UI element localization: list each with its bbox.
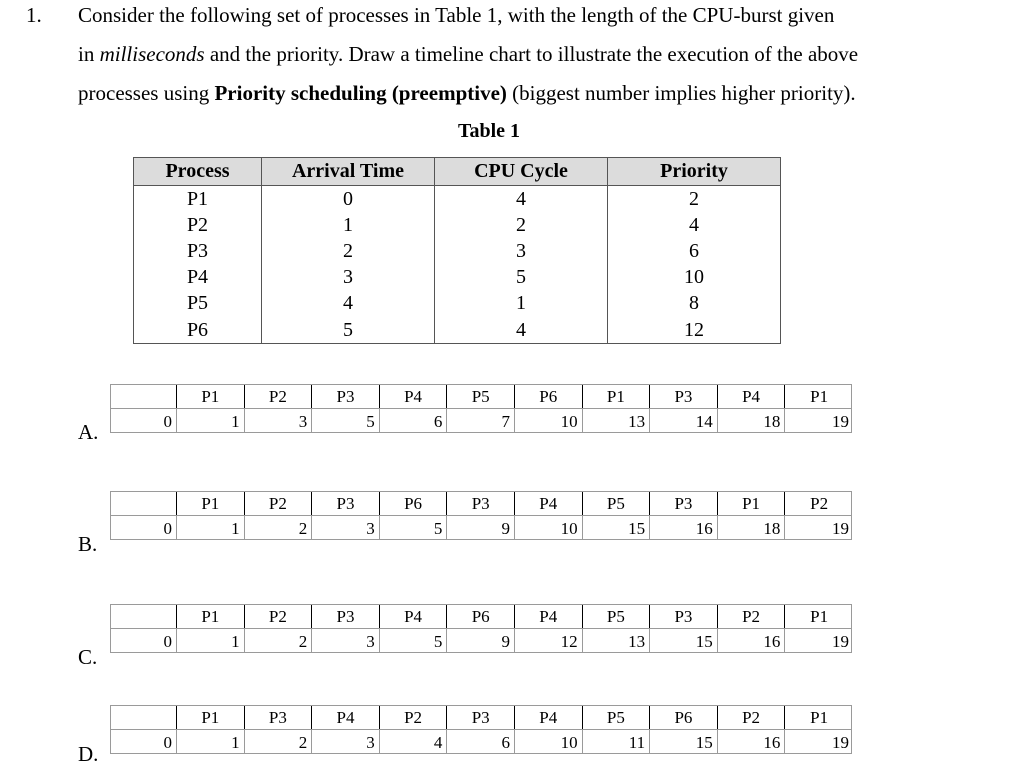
gantt-time-cell: 3 [312,629,380,652]
cell-arrival: 2 [262,238,435,264]
gantt-time-cell: 3 [245,409,313,432]
cell-arrival: 3 [262,264,435,290]
gantt-time-cell: 16 [718,629,786,652]
gantt-process-cell: P2 [245,492,313,515]
gantt-time-cell: 9 [447,516,515,539]
process-table [133,157,781,344]
cell-priority: 4 [608,212,781,238]
gantt-time-cell: 19 [831,733,849,752]
gantt-time-cell: 2 [245,730,313,753]
cell-arrival: 1 [262,212,435,238]
header-arrival-time: Arrival Time [262,158,435,186]
gantt-process-cell: P4 [312,706,380,729]
question-line-3 [78,81,856,106]
gantt-process-cell: P6 [380,492,448,515]
gantt-process-cell: P1 [177,706,245,729]
header-cpu-cycle: CPU Cycle [435,158,608,186]
gantt-time-cell: 19 [831,632,849,651]
gantt-time-cell: 18 [718,409,786,432]
gantt-time-cell: 14 [650,409,718,432]
table-header-row [134,158,781,186]
gantt-time-cell: 5 [380,629,448,652]
gantt-process-row [110,384,852,409]
gantt-start-time: 0 [111,730,177,753]
gantt-process-cell: P2 [718,605,786,628]
gantt-process-cell: P5 [447,385,515,408]
gantt-time-cell: 10 [515,409,583,432]
question-line-2 [78,42,858,67]
gantt-time-cell: 18 [718,516,786,539]
gantt-process-cell: P1 [177,492,245,515]
cell-priority: 6 [608,238,781,264]
gantt-process-cell: P1 [583,385,651,408]
gantt-process-cell: P5 [583,492,651,515]
option-label[interactable]: C. [78,645,98,669]
gantt-process-row [110,705,852,730]
cell-arrival: 0 [262,186,435,213]
gantt-time-cell: 15 [583,516,651,539]
gantt-process-cell: P4 [380,605,448,628]
gantt-start-time: 0 [111,629,177,652]
cell-cpu: 2 [435,212,608,238]
gantt-process-cell: P3 [650,492,718,515]
gantt-time-cell: 10 [515,516,583,539]
header-priority: Priority [608,158,781,186]
gantt-time-cell: 9 [447,629,515,652]
cell-priority: 8 [608,290,781,316]
gantt-time-cell: 13 [583,629,651,652]
gantt-blank-cell [111,706,177,729]
table-row [134,316,781,344]
gantt-process-cell: P2 [810,494,829,513]
gantt-process-cell: P3 [245,706,313,729]
gantt-process-cell: P6 [447,605,515,628]
gantt-time-cell: 15 [650,730,718,753]
gantt-time-cell: 5 [312,409,380,432]
gantt-time-cell: 16 [650,516,718,539]
table-row [134,290,781,316]
gantt-process-cell: P4 [515,492,583,515]
question-line-3-post: (biggest number implies higher priority). [506,81,856,105]
gantt-time-cell: 19 [831,519,849,538]
gantt-time-cell: 3 [312,730,380,753]
gantt-time-cell: 1 [177,730,245,753]
gantt-process-cell: P1 [177,385,245,408]
cell-process: P2 [134,212,262,238]
gantt-time-cell: 1 [177,516,245,539]
gantt-process-cell: P3 [312,385,380,408]
gantt-process-cell: P3 [650,385,718,408]
gantt-chart[interactable] [110,491,852,541]
gantt-process-cell: P4 [515,706,583,729]
gantt-process-cell: P6 [650,706,718,729]
algorithm-emphasis: Priority scheduling (preemptive) [214,81,507,105]
question-line-1: Consider the following set of processes in Table 1, with the length of the CPU-burst given [78,3,835,27]
gantt-time-cell: 1 [177,409,245,432]
cell-cpu: 5 [435,264,608,290]
gantt-time-cell: 10 [515,730,583,753]
gantt-process-cell: P1 [177,605,245,628]
cell-priority: 12 [608,316,781,344]
question-number: 1. [26,3,42,27]
option-label[interactable]: D. [78,742,99,766]
gantt-process-cell: P3 [447,706,515,729]
gantt-blank-cell [111,492,177,515]
question-line-2-pre: in [78,42,100,66]
gantt-process-cell: P1 [810,607,829,626]
gantt-process-cell: P3 [650,605,718,628]
gantt-time-row [110,515,852,540]
cell-arrival: 4 [262,290,435,316]
cell-cpu: 4 [435,186,608,213]
cell-process: P1 [134,186,262,213]
question-line-2-post: and the priority. Draw a timeline chart to illustrate the execution of the above [204,42,859,66]
gantt-process-row [110,604,852,629]
gantt-process-cell: P1 [810,387,829,406]
gantt-process-cell: P1 [718,492,786,515]
gantt-time-row [110,628,852,653]
gantt-time-cell: 4 [380,730,448,753]
gantt-time-cell: 15 [650,629,718,652]
gantt-chart[interactable] [110,705,852,755]
gantt-blank-cell [111,385,177,408]
table-row [134,264,781,290]
gantt-chart[interactable] [110,384,852,434]
gantt-process-cell: P3 [312,605,380,628]
cell-cpu: 4 [435,316,608,344]
gantt-time-cell: 11 [583,730,651,753]
table-caption: Table 1 [457,120,521,142]
cell-priority: 10 [608,264,781,290]
gantt-time-row [110,729,852,754]
cell-process: P3 [134,238,262,264]
gantt-process-cell: P3 [447,492,515,515]
gantt-process-cell: P2 [245,605,313,628]
cell-cpu: 1 [435,290,608,316]
gantt-time-cell: 19 [831,412,849,431]
gantt-time-cell: 2 [245,516,313,539]
gantt-process-cell: P4 [718,385,786,408]
gantt-blank-cell [111,605,177,628]
option-label[interactable]: B. [78,532,98,556]
gantt-time-row [110,408,852,433]
gantt-time-cell: 7 [447,409,515,432]
table-row [134,238,781,264]
gantt-process-cell: P5 [583,706,651,729]
gantt-process-cell: P4 [380,385,448,408]
gantt-time-cell: 12 [515,629,583,652]
cell-process: P6 [134,316,262,344]
gantt-chart[interactable] [110,604,852,654]
cell-process: P5 [134,290,262,316]
gantt-time-cell: 5 [380,516,448,539]
cell-priority: 2 [608,186,781,213]
gantt-time-cell: 6 [380,409,448,432]
cell-process: P4 [134,264,262,290]
cell-cpu: 3 [435,238,608,264]
gantt-time-cell: 13 [583,409,651,432]
gantt-process-cell: P2 [718,706,786,729]
gantt-process-cell: P5 [583,605,651,628]
gantt-time-cell: 1 [177,629,245,652]
gantt-time-cell: 2 [245,629,313,652]
gantt-start-time: 0 [111,409,177,432]
gantt-time-cell: 16 [718,730,786,753]
gantt-process-cell: P2 [245,385,313,408]
table-row [134,186,781,213]
table-row [134,212,781,238]
header-process: Process [134,158,262,186]
gantt-process-cell: P3 [312,492,380,515]
gantt-start-time: 0 [111,516,177,539]
unit-emphasis: milliseconds [99,42,205,66]
gantt-process-row [110,491,852,516]
option-label[interactable]: A. [78,420,99,444]
gantt-process-cell: P1 [810,708,829,727]
question-line-3-pre: processes using [78,81,215,105]
gantt-process-cell: P4 [515,605,583,628]
cell-arrival: 5 [262,316,435,344]
gantt-time-cell: 6 [447,730,515,753]
gantt-process-cell: P6 [515,385,583,408]
gantt-time-cell: 3 [312,516,380,539]
gantt-process-cell: P2 [380,706,448,729]
